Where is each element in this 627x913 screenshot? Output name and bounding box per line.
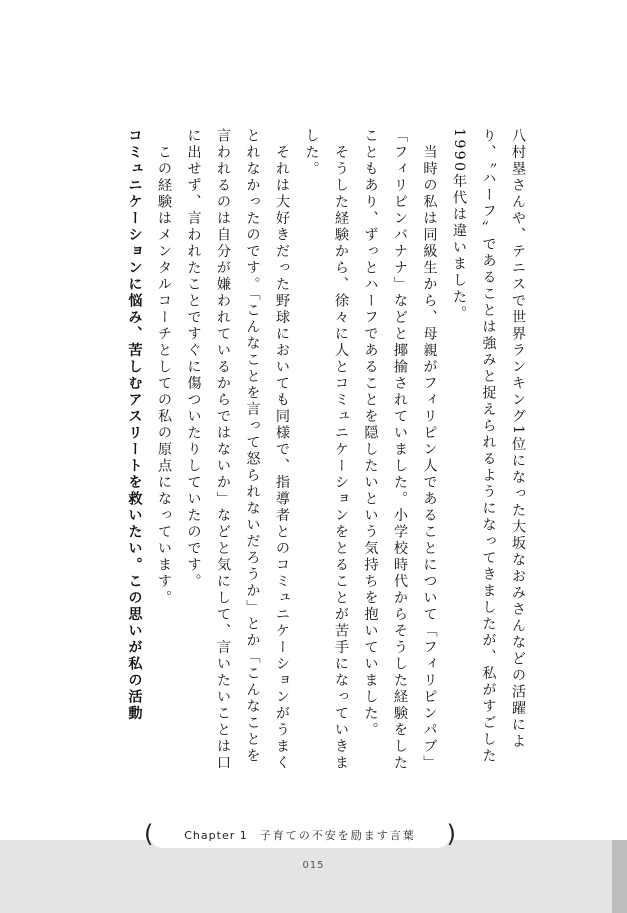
right-bracket-icon: ) — [446, 820, 456, 848]
footer-bar — [0, 840, 627, 913]
paragraph: それは大好きだった野球においても同様で、指導者とのコミュニケーションがうまくとれなかったのです。「こんなことを言って怒られないだろうか」とか「こんなことを言われるのは自分が嫌われているからではないか」などと気にして、言いたいことは口に出せず、言われたことですぐに傷ついたりしていたのです。 — [185, 128, 290, 772]
paragraph: 当時の私は同級生から、母親がフィリピン人であることについて「フィリピンパブ」「フィリピンバナナ」などと揶揄されていました。小学校時代からそうした経験をしたこともあり、ずっとハーフであることを隠したいという気持ちを抱いていました。 — [362, 128, 438, 772]
left-bracket-icon: ( — [144, 820, 154, 848]
page-edge-strip — [612, 840, 627, 913]
paragraph: この経験はメンタルコーチとしての私の原点になっています。 — [156, 128, 172, 607]
chapter-label: Chapter 1 — [184, 828, 248, 842]
chapter-band — [144, 820, 456, 848]
paragraph: 八村塁さんや、テニスで世界ランキング1位になった大坂なおみさんなどの活躍により、〝ハーフ〟であることは強みと捉えられるようになってきましたが、私がすごした1990年代は違いました。 — [451, 128, 526, 765]
paragraph: そうした経験から、徐々に人とコミュニケーションをとることが苦手になっていきました。 — [303, 128, 349, 772]
emphasis-paragraph: コミュニケーションに悩み、苦しむアスリートを救いたい。この思いが私の活動 — [126, 128, 143, 722]
chapter-title: 子育ての不安を励ます言葉 — [259, 829, 416, 842]
page-number: 015 — [302, 860, 325, 871]
body-text — [119, 128, 532, 778]
